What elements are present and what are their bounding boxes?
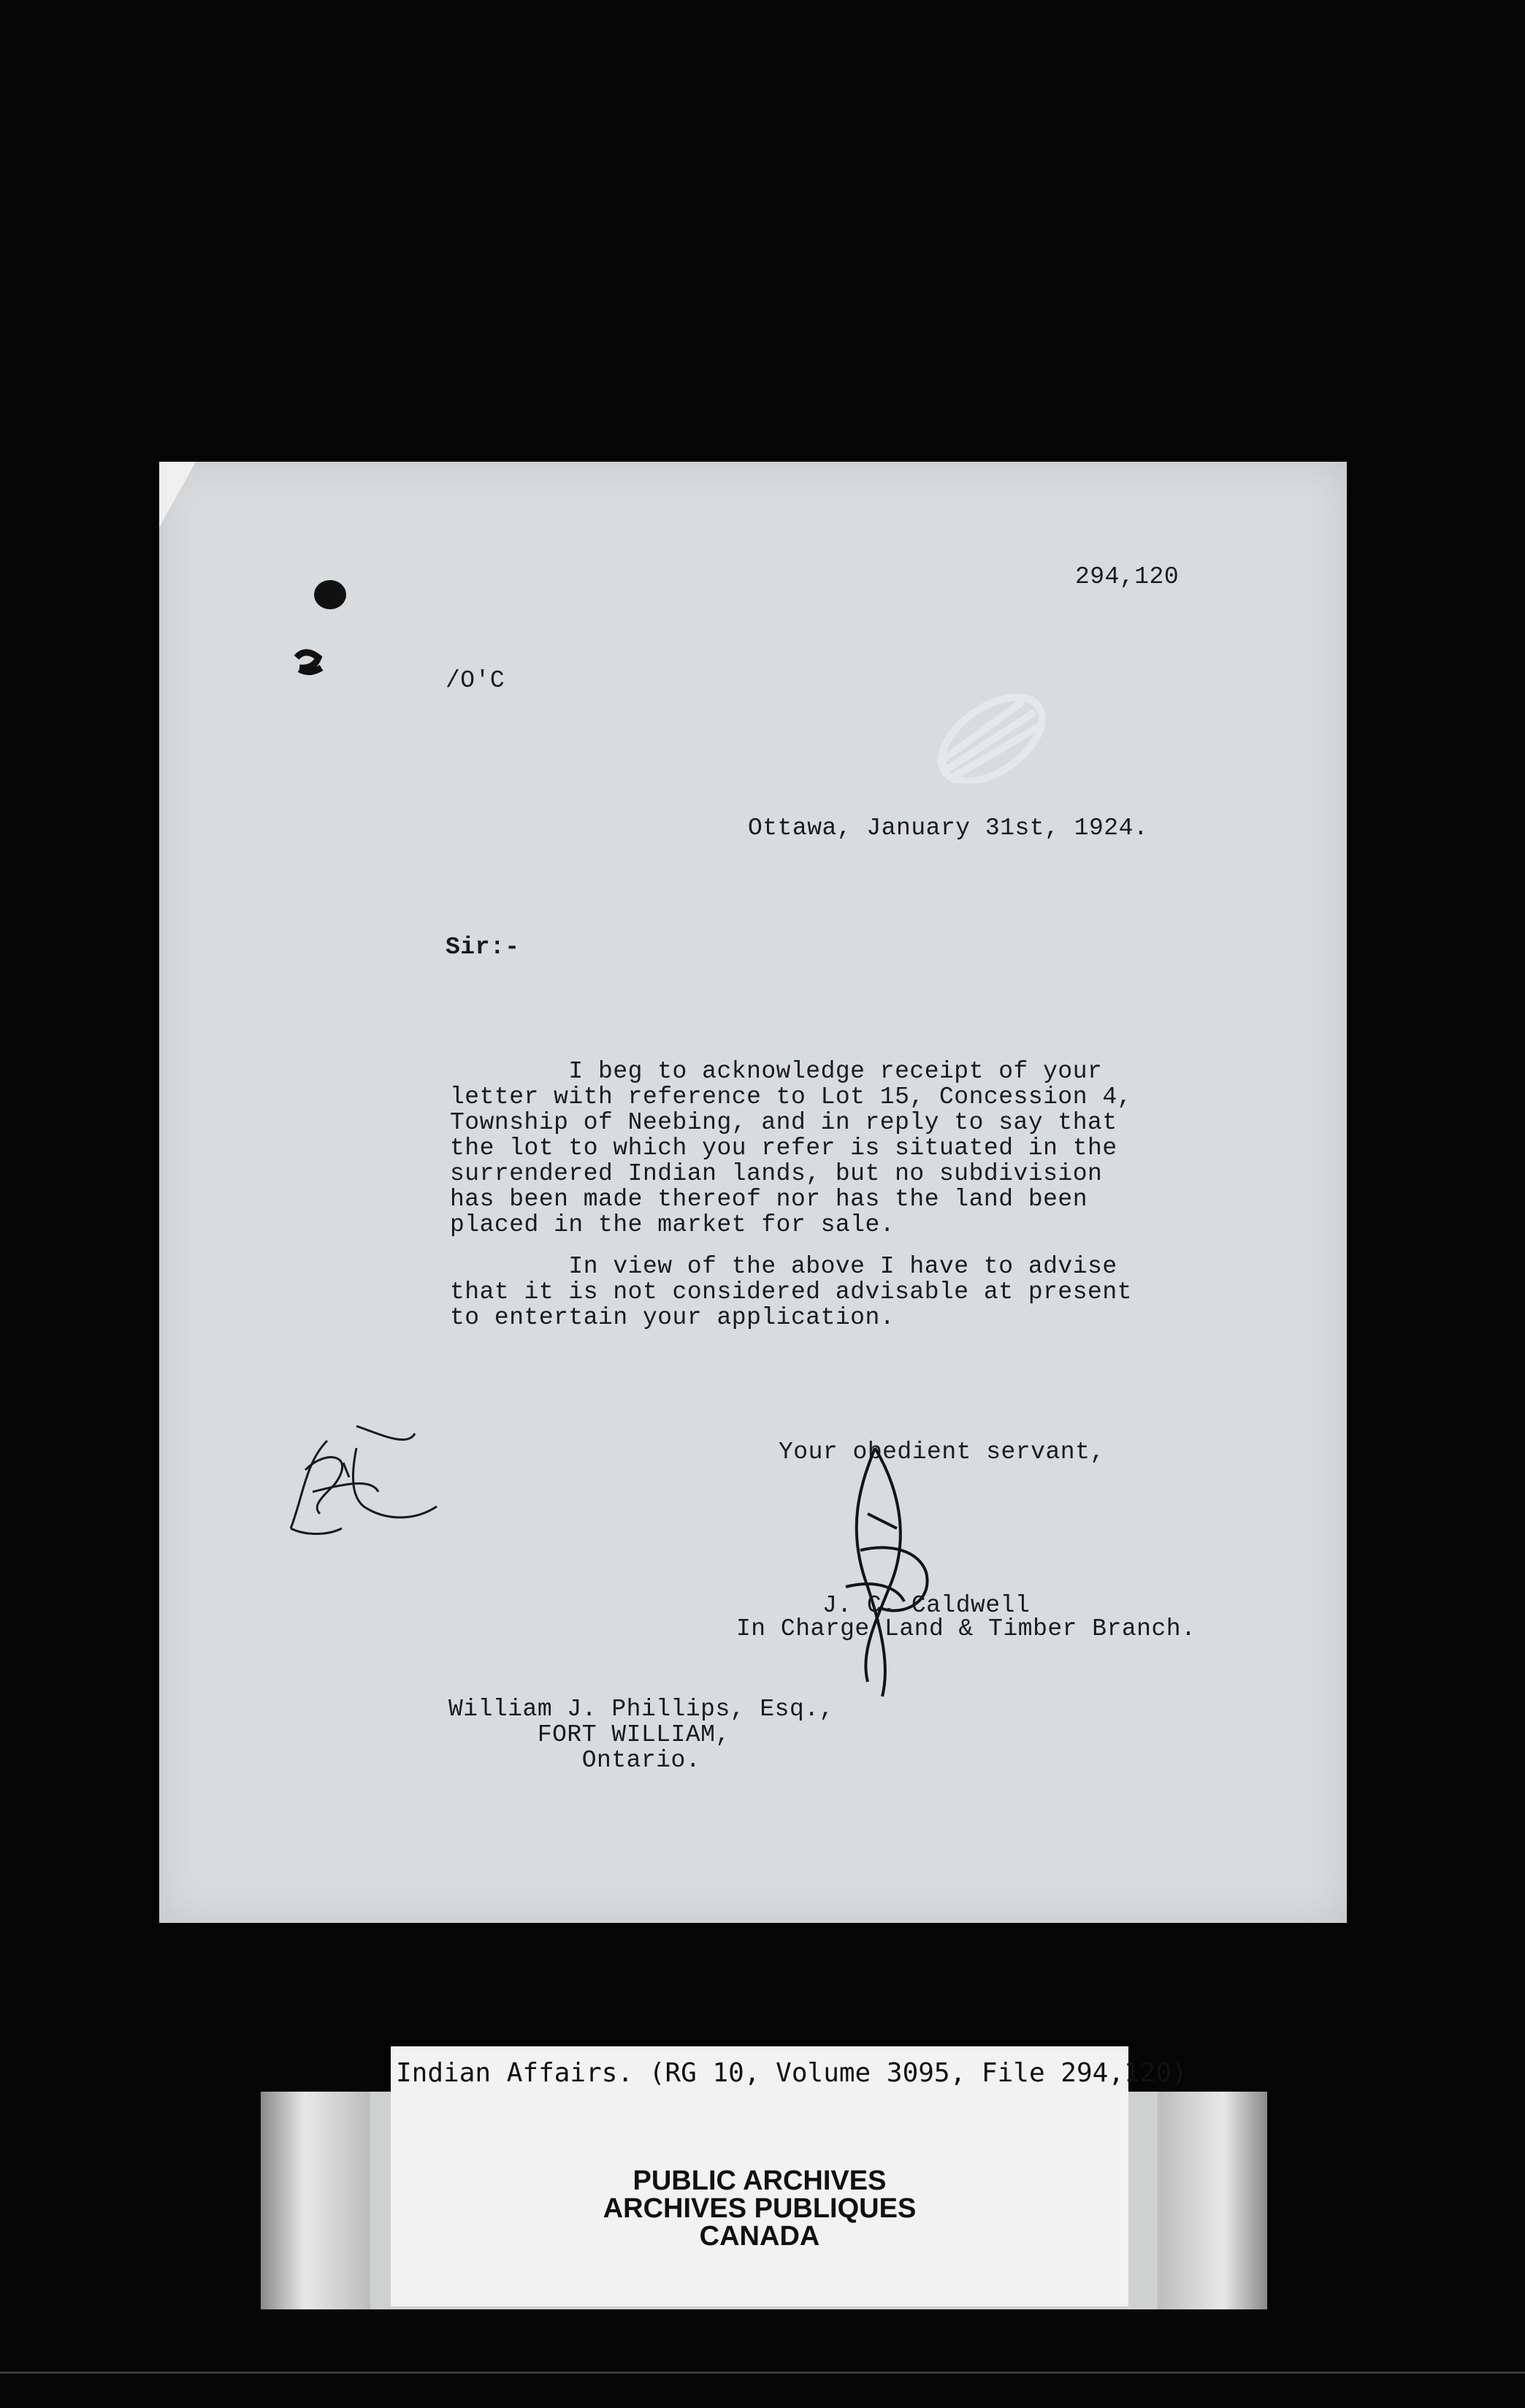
signer-name: J. C. Caldwell (822, 1592, 1031, 1619)
addressee-block: William J. Phillips, Esq., FORT WILLIAM, Ontario. (448, 1696, 834, 1774)
marginal-initials-signature (276, 1419, 444, 1543)
archives-stamp (391, 2167, 1128, 2250)
closing: Your obedient servant, (779, 1439, 1105, 1466)
salutation: Sir:- (446, 934, 520, 961)
archives-line-3: CANADA (699, 2221, 820, 2252)
scan-edge-line (0, 2371, 1525, 2374)
date-line: Ottawa, January 31st, 1924. (748, 815, 1149, 842)
archives-line-1: PUBLIC ARCHIVES (632, 2165, 887, 2196)
faded-stamp (911, 674, 1058, 783)
body-paragraph-2: In view of the above I have to advise that it is not considered advisable at present to entertain your application. (450, 1253, 1132, 1331)
label-fold-right (1158, 2092, 1267, 2309)
reference-initials: /O'C (446, 667, 505, 694)
letter-page (159, 462, 1347, 1923)
body-paragraph-1: I beg to acknowledge receipt of your letter with reference to Lot 15, Concession 4, Township of Neebing, and in reply to say that the lot to which you refer is situated in the surrendered Indian lands, but no subdivision has been made thereof nor has the land been placed in the market for sale. (450, 1058, 1132, 1238)
label-fold-left (261, 2092, 370, 2309)
hole-punch-mark (291, 579, 356, 696)
archive-reference: Indian Affairs. (RG 10, Volume 3095, File 294,120) (396, 2058, 1188, 2088)
folded-corner (159, 462, 196, 527)
archives-line-2: ARCHIVES PUBLIQUES (603, 2193, 917, 2224)
handwritten-signature (817, 1441, 933, 1704)
signer-title: In Charge Land & Timber Branch. (736, 1615, 1196, 1642)
file-number: 294,120 (1075, 563, 1180, 590)
